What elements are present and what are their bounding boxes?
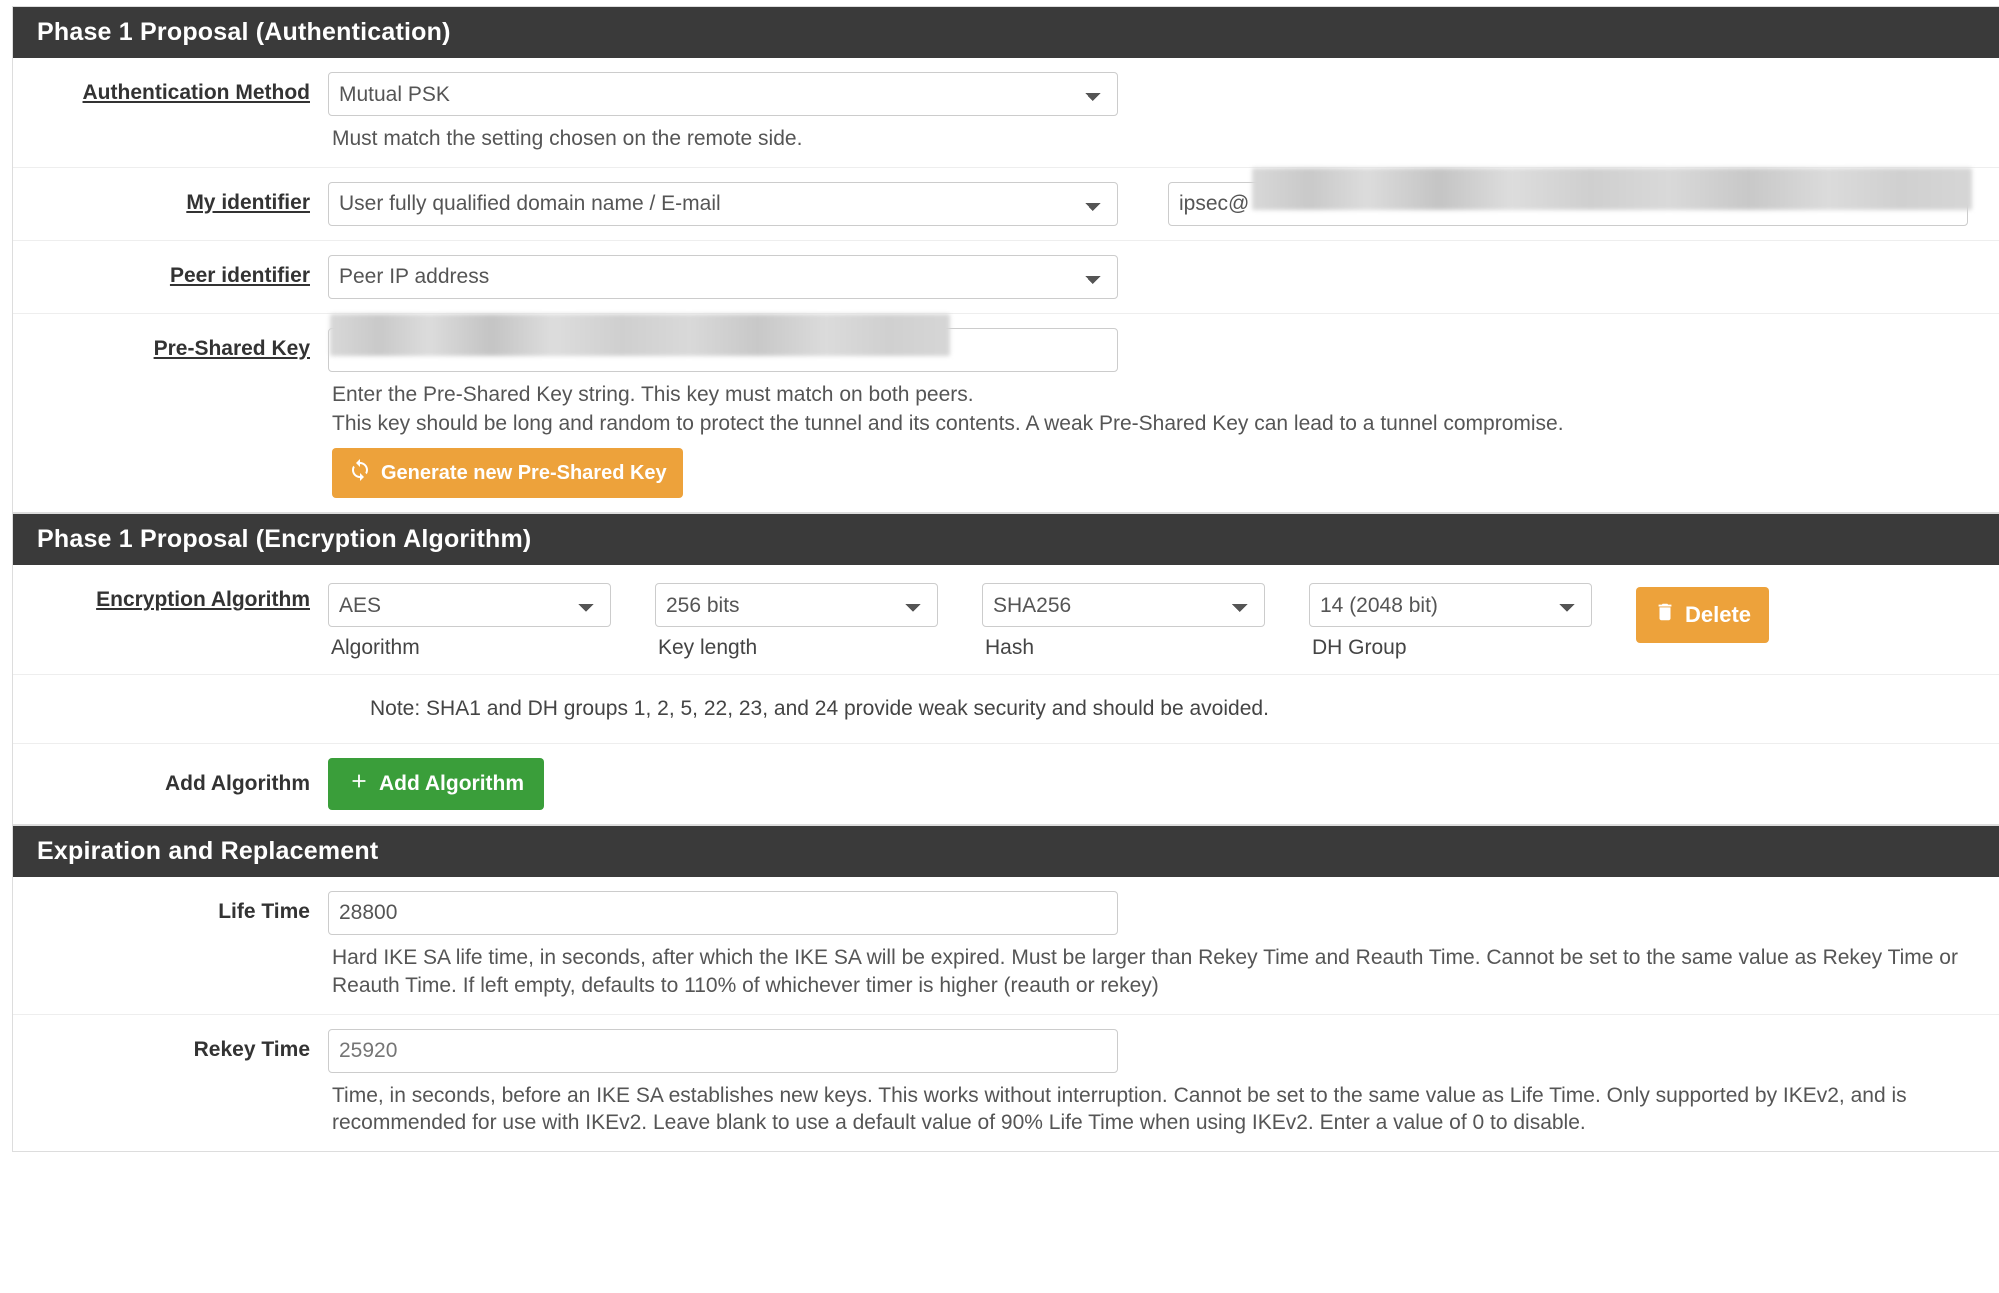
delete-algorithm-wrap (1636, 583, 1769, 643)
algorithm-group (328, 583, 611, 660)
generate-psk-wrap (328, 448, 1989, 498)
my-identifier-inline-group (328, 182, 1989, 226)
delete-algorithm-label: Delete (1685, 602, 1752, 628)
label-rekey-time: Rekey Time (193, 1037, 310, 1061)
row-encryption-note (13, 674, 1999, 744)
label-my-identifier (13, 182, 328, 215)
row-add-algorithm (13, 744, 1999, 824)
label-pre-shared-key-text: Pre-Shared Key (153, 336, 310, 360)
row-my-identifier (13, 168, 1999, 241)
field-add-algorithm (328, 758, 544, 810)
dh-group-select[interactable] (1309, 583, 1592, 627)
plus-icon (348, 770, 370, 798)
peer-identifier-type-select[interactable] (328, 255, 1118, 299)
panel-expiration-replacement (12, 825, 1999, 1152)
label-encryption-algorithm-text: Encryption Algorithm (96, 588, 310, 612)
my-identifier-redaction-overlay (1252, 168, 1972, 210)
help-life-time: Hard IKE SA life time, in seconds, after which the IKE SA will be expired. Must be larger than Rekey Time and Reauth Time. Cannot be set to the same value as Rekey Time or Reauth Time. If left empty, defaults to 110% of whichever timer is higher (reauth or rekey) (332, 946, 1958, 997)
hash-group (982, 583, 1265, 660)
key-length-select[interactable] (655, 583, 938, 627)
row-encryption-algorithm (13, 565, 1999, 674)
label-life-time: Life Time (218, 900, 310, 924)
help-pre-shared-key-line2: This key should be long and random to protect the tunnel and its contents. A weak Pre-Shared Key can lead to a tunnel compromise. (332, 412, 1564, 436)
generate-new-pre-shared-key-button[interactable] (332, 448, 683, 498)
algorithm-select[interactable] (328, 583, 611, 627)
help-authentication-method: Must match the setting chosen on the remote side. (332, 127, 803, 150)
add-algorithm-button[interactable] (328, 758, 544, 810)
encryption-note-text: Note: SHA1 and DH groups 1, 2, 5, 22, 23, and 24 provide weak security and should be avoided. (370, 697, 1269, 721)
hash-caption: Hash (985, 636, 1035, 660)
label-peer-identifier (13, 255, 328, 288)
label-peer-identifier-text: Peer identifier (169, 263, 310, 287)
row-peer-identifier (13, 241, 1999, 314)
hash-select[interactable] (982, 583, 1265, 627)
field-peer-identifier (328, 255, 1999, 299)
panel-phase1-encryption (12, 513, 1999, 825)
field-authentication-method (328, 72, 1999, 153)
help-rekey-time: Time, in seconds, before an IKE SA establishes new keys. This works without interruption. Cannot be set to the same value as Life Time. Only supported by IKEv2, and is recommended for use with IKEv2. Leave blank to use a default value of 90% Life Time when using IKEv2. Enter a value of 0 to disable. (332, 1083, 1907, 1135)
trash-icon (1654, 600, 1676, 630)
dh-group-group (1309, 583, 1592, 660)
label-my-identifier-text: My identifier (186, 190, 310, 214)
field-encryption-algorithm (328, 579, 1999, 660)
life-time-input[interactable] (328, 891, 1118, 935)
key-length-group (655, 583, 938, 660)
label-encryption-algorithm (13, 579, 328, 612)
row-life-time (13, 877, 1999, 1014)
generate-new-pre-shared-key-label: Generate new Pre-Shared Key (381, 461, 667, 484)
field-my-identifier (328, 182, 1999, 226)
pre-shared-key-wrap (328, 328, 1118, 372)
panel-phase1-authentication (12, 6, 1999, 513)
algorithm-caption: Algorithm (331, 636, 420, 660)
panel-heading-phase1-encryption: Phase 1 Proposal (Encryption Algorithm) (13, 514, 1999, 565)
label-authentication-method (13, 72, 328, 105)
label-authentication-method-text: Authentication Method (82, 81, 310, 104)
panel-heading-expiration-replacement: Expiration and Replacement (13, 826, 1999, 877)
row-pre-shared-key (13, 314, 1999, 512)
field-pre-shared-key (328, 328, 1999, 498)
dh-group-caption: DH Group (1312, 636, 1407, 660)
label-pre-shared-key (13, 328, 328, 361)
field-life-time (328, 891, 1999, 999)
pre-shared-key-redaction-overlay (330, 314, 950, 356)
label-add-algorithm: Add Algorithm (164, 772, 310, 796)
encryption-algorithm-row (328, 579, 1989, 660)
row-rekey-time (13, 1015, 1999, 1151)
panel-heading-phase1-authentication: Phase 1 Proposal (Authentication) (13, 7, 1999, 58)
refresh-icon (348, 458, 372, 488)
row-authentication-method (13, 58, 1999, 168)
help-pre-shared-key-line1: Enter the Pre-Shared Key string. This key must match on both peers. (332, 382, 974, 406)
authentication-method-select[interactable] (328, 72, 1118, 116)
my-identifier-type-select[interactable] (328, 182, 1118, 226)
my-identifier-value-wrap (1168, 182, 1989, 226)
delete-algorithm-button[interactable] (1636, 587, 1769, 643)
rekey-time-input[interactable] (328, 1029, 1118, 1073)
key-length-caption: Key length (658, 636, 758, 660)
field-rekey-time (328, 1029, 1999, 1137)
add-algorithm-label: Add Algorithm (379, 772, 525, 796)
